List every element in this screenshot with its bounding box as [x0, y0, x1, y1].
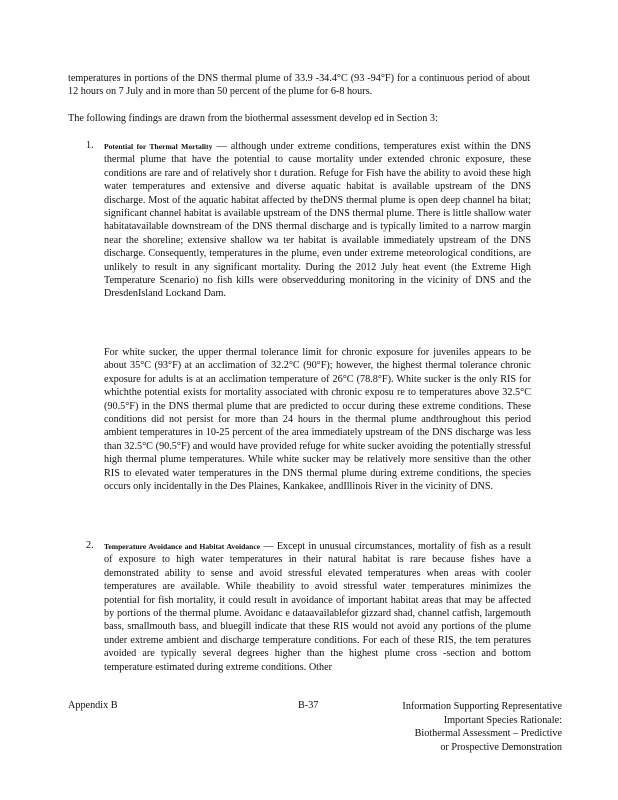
footer-section-title	[362, 700, 562, 754]
finding-1-text: — although under extreme conditions, temperatures exist within the DNS thermal plume that have the potential to cause mortality under extended chronic exposure, these conditions are rare and of relatively shor t duration. Refuge for Fish have the ability to avoid these high water temperatures and extensive and diverse aquatic habitat is available upstream of the DNS discharge. Most of the aquatic habitat affected by theDNS thermal plume is open deep channel ha bitat; significant channel habitat is available upstream of the DNS thermal plume. There is little shallow water habitatavailable downstream of the DNS thermal discharge and is typically limited to a narrow margin near the shoreline; extensive shallow wa ter habitat is available immediately upstream of the DNS discharge. Consequently, temperatures in the plume, even under extreme meteorological conditions, are unlikely to result in any significant mortality. During the 2012 July heat event (the Extreme High Temperature Scenario) no fish kills were observedduring monitoring in the vicinity of DNS and the DresdenIsland Lockand Dam.	[104, 141, 532, 300]
finding-2-number: 2.	[86, 540, 94, 551]
footer-title-line-3: Biothermal Assessment – Predictive	[414, 728, 562, 740]
finding-2-paragraph-1	[104, 540, 531, 674]
finding-1-paragraph-2: For white sucker, the upper thermal tolerance limit for chronic exposure for juveniles appears to be about 35°C (93°F) at an acclimation of 32.2°C (90°F); however, the highest thermal tolerance chronic exposure for adults is at an acclimation temperature of 26°C (78.8°F). White sucker is the only RIS for whichthe potential exists for mortality associated with chronic exposu re to temperatures above 32.5°C (90.5°F) in the DNS thermal plume that are predicted to occur during these extreme conditions. These conditions did not persist for more than 24 hours in the thermal plume andthroughout this period ambient temperatures in 10-25 percent of the area immediately upstream of the DNS discharge was less than 32.5°C (90.5°F) and would have provided refuge for white sucker avoiding the potentially stressful high thermal plume temperatures. While white sucker may be relatively more sensitive than the other RIS to elevated water temperatures in the DNS thermal plume during extreme conditions, the species occurs only incidentally in the Des Plaines, Kankakee, andIllinois River in the vicinity of DNS.	[104, 347, 531, 493]
finding-1-number: 1.	[86, 140, 94, 151]
findings-intro: The following findings are drawn from the biothermal assessment develop ed in Section 3:	[68, 113, 438, 124]
finding-2-heading: Temperature Avoidance and Habitat Avoidance	[104, 542, 261, 551]
footer-title-line-2: Important Species Rationale:	[443, 714, 562, 726]
finding-2-text: — Except in unusual circumstances, mortality of fish as a result of exposure to high water temperatures in their natural habitat is rare because fishes have a demonstrated ability to sense and avoid stressful elevated temperatures when areas with cooler temperatures are available. While theability to avoid stressful water temperatures minimizes the potential for fish mortality, it could result in avoidance of important habitat areas that may be affected by portions of the thermal plume. Avoidanc e dataavailablefor gizzard shad, channel catfish, largemouth bass, smallmouth bass, and bluegill indicate that these RIS would not avoid any portions of the plume under extreme ambient and discharge temperature conditions. For each of these RIS, the tem peratures avoided are typically several degrees higher than the highest plume cross -section and bottom temperature estimated during extreme conditions. Other	[104, 541, 532, 673]
footer-appendix-label: Appendix B	[68, 700, 118, 711]
footer-title-line-1: Information Supporting Representative	[402, 701, 562, 712]
footer-title-line-4: or Prospective Demonstration	[440, 741, 562, 753]
finding-1-paragraph-1	[104, 140, 531, 301]
intro-paragraph: temperatures in portions of the DNS thermal plume of 33.9 -34.4°C (93 -94°F) for a continuous period of about 12 hours on 7 July and in more than 50 percent of the plume for 6-8 hours.	[68, 73, 530, 98]
finding-1-heading: Potential for Thermal Mortality	[104, 142, 213, 151]
footer-page-number: B-37	[298, 700, 319, 711]
